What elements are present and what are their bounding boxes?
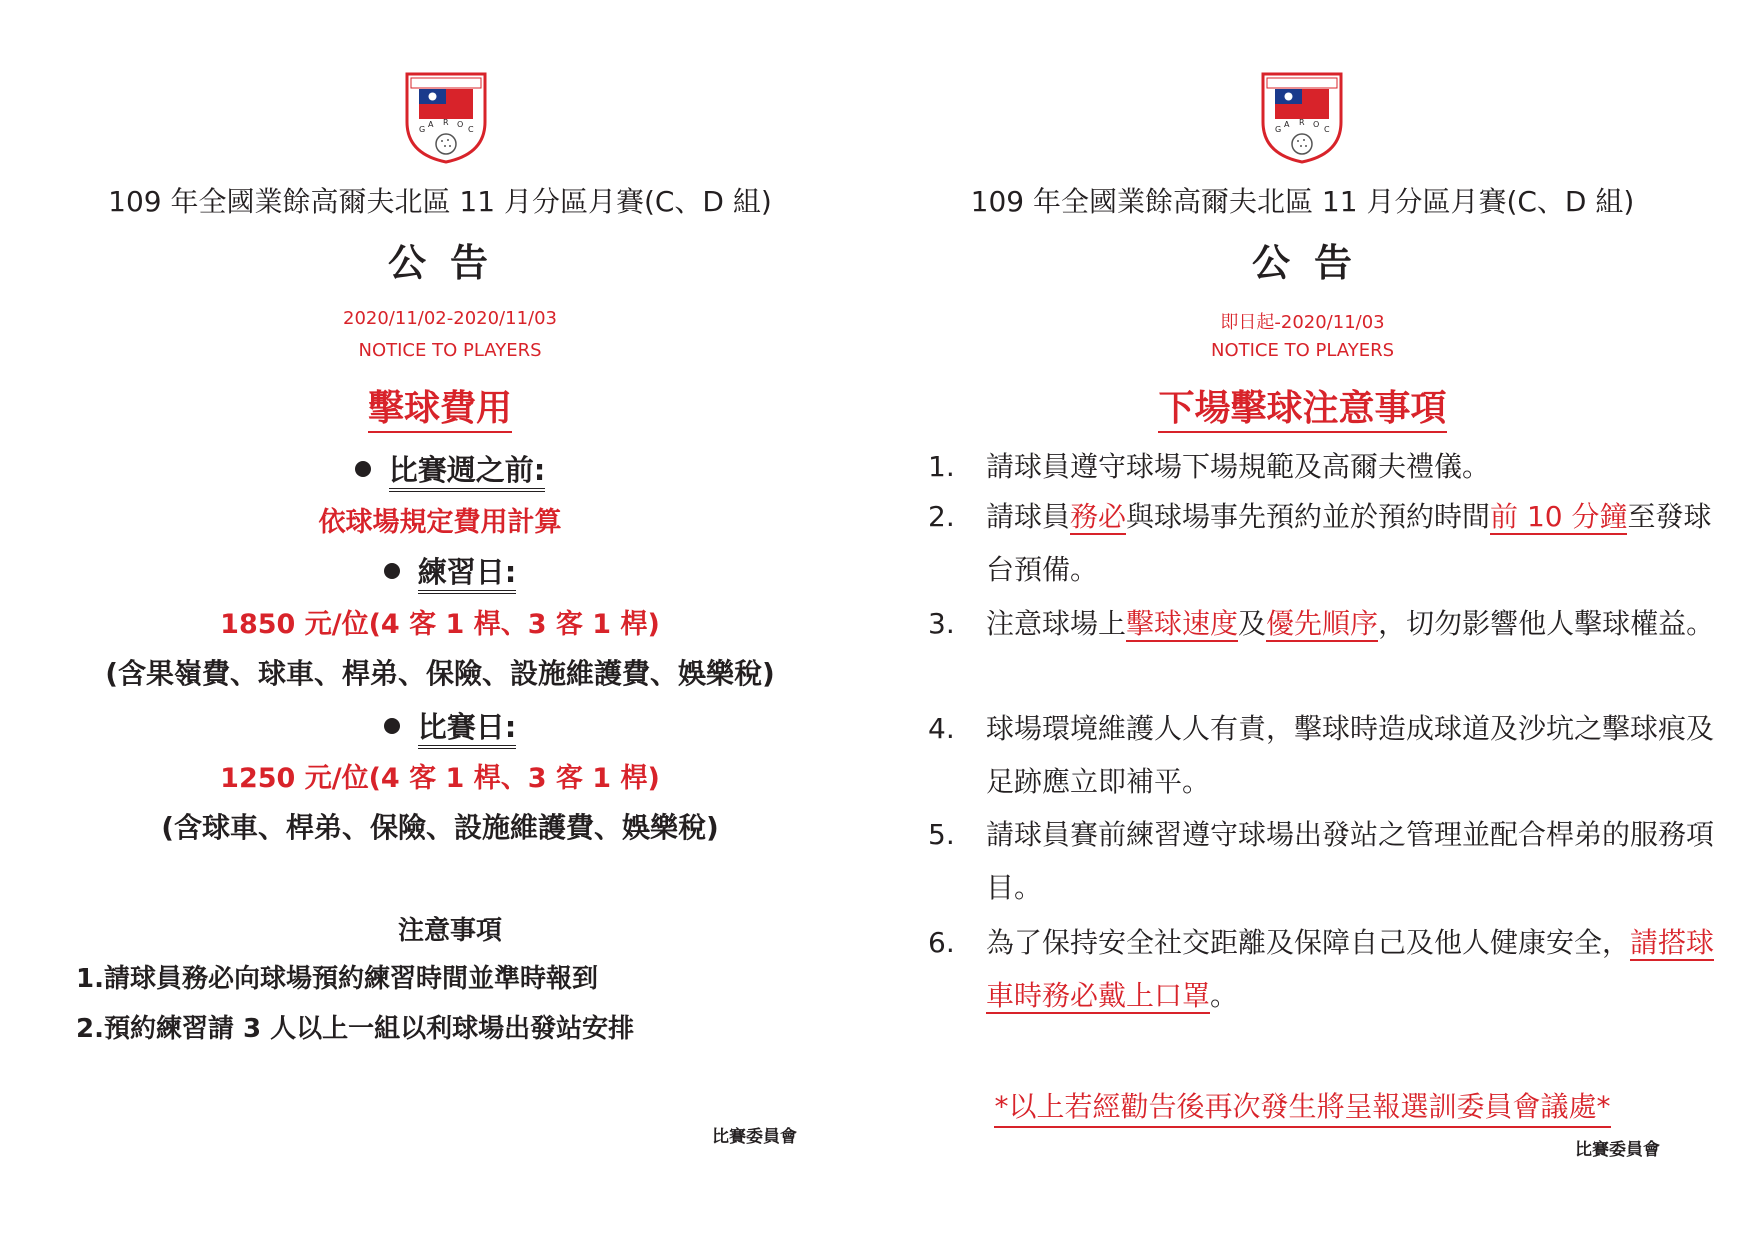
fee-value: 依球場規定費用計算 xyxy=(318,507,562,538)
rule-text-part: 與球場事先預約並於預約時間 xyxy=(1126,500,1491,533)
notice-to-players: NOTICE TO PLAYERS xyxy=(358,340,542,361)
svg-text:A: A xyxy=(1284,120,1290,129)
right-announcement xyxy=(880,0,1755,1241)
section-heading-wrap xyxy=(880,380,1725,431)
rule-text xyxy=(986,490,1726,596)
rule-text xyxy=(986,808,1726,914)
rule-number: 3. xyxy=(928,607,955,640)
notice-heading: 公告 xyxy=(387,241,512,285)
signature: 比賽委員會 xyxy=(712,1127,797,1147)
bullet-label: 比賽週之前: xyxy=(389,453,546,492)
bullet-icon xyxy=(355,461,371,477)
rule-number: 1. xyxy=(928,450,955,483)
warning-wrap xyxy=(880,1085,1725,1125)
warning-text: *以上若經勸告後再次發生將呈報選訓委員會議處* xyxy=(994,1090,1610,1128)
rule-number: 2. xyxy=(928,500,955,533)
rule-text-part: 為了保持安全社交距離及保障自己及他人健康安全， xyxy=(986,926,1631,959)
rule-text-part: 至發球台預備。 xyxy=(986,500,1712,586)
svg-text:O: O xyxy=(1313,120,1320,129)
page-title: 109 年全國業餘高爾夫北區 11 月分區月賽(C、D 組) xyxy=(108,185,772,218)
rule-text-part: 。 xyxy=(1210,979,1239,1012)
fee-inclusions: (含球車、桿弟、保險、設施維護費、娛樂稅) xyxy=(161,811,719,844)
svg-text:G: G xyxy=(1275,125,1282,134)
highlighted-text: 前 10 分鐘 xyxy=(1490,500,1628,533)
garoc-emblem-icon xyxy=(1261,72,1343,164)
rule-text-part: 及 xyxy=(1238,607,1267,640)
rule-number: 6. xyxy=(928,926,955,959)
bullet-match-day xyxy=(0,705,900,746)
rule-text xyxy=(986,916,1726,1022)
page-title: 109 年全國業餘高爾夫北區 11 月分區月賽(C、D 組) xyxy=(970,185,1635,218)
highlighted-text: 優先順序 xyxy=(1266,607,1379,640)
rule-text xyxy=(986,597,1726,650)
notice-heading: 公告 xyxy=(1251,241,1376,285)
highlighted-text: 務必 xyxy=(1070,500,1127,533)
svg-text:C: C xyxy=(1324,125,1330,134)
fee-value: 1250 元/位(4 客 1 桿、3 客 1 桿) xyxy=(220,763,660,794)
svg-text:R: R xyxy=(1299,118,1305,127)
association-logo xyxy=(405,72,487,164)
bullet-label: 比賽日: xyxy=(418,710,517,749)
rule-text xyxy=(986,440,1726,493)
rule-text-part: 球場環境維護人人有責，擊球時造成球道及沙坑之擊球痕及足跡應立即補平。 xyxy=(986,712,1715,798)
bullet-icon xyxy=(384,563,400,579)
bullet-label: 練習日: xyxy=(418,555,517,594)
section-heading: 擊球費用 xyxy=(368,388,512,433)
notice-to-players: NOTICE TO PLAYERS xyxy=(1211,340,1394,361)
rule-text-part: ，切勿影響他人擊球權益。 xyxy=(1378,607,1715,640)
rule-number: 5. xyxy=(928,818,955,851)
fee-inclusions: (含果嶺費、球車、桿弟、保險、設施維護費、娛樂稅) xyxy=(105,657,775,690)
bullet-practice-day xyxy=(0,550,900,591)
section-heading-wrap xyxy=(0,380,880,431)
svg-text:C: C xyxy=(468,125,474,134)
svg-text:A: A xyxy=(428,120,434,129)
rule-text xyxy=(986,702,1726,808)
highlighted-text: 請搭球車時務必戴上口罩 xyxy=(986,926,1715,1012)
rule-text-part: 請球員遵守球場下場規範及高爾夫禮儀。 xyxy=(986,450,1491,483)
date-range: 2020/11/02-2020/11/03 xyxy=(343,308,557,329)
svg-text:G: G xyxy=(419,125,426,134)
rule-text-part: 注意球場上 xyxy=(986,607,1127,640)
association-logo xyxy=(1261,72,1343,164)
svg-text:O: O xyxy=(457,120,464,129)
signature: 比賽委員會 xyxy=(1575,1140,1660,1160)
fee-value: 1850 元/位(4 客 1 桿、3 客 1 桿) xyxy=(220,609,660,640)
garoc-emblem-icon xyxy=(405,72,487,164)
rule-number: 4. xyxy=(928,712,955,745)
rule-text-part: 請球員賽前練習遵守球場出發站之管理並配合桿弟的服務項目。 xyxy=(986,818,1715,904)
section-heading: 下場擊球注意事項 xyxy=(1158,388,1446,433)
bullet-icon xyxy=(384,718,400,734)
rule-text-part: 請球員 xyxy=(986,500,1071,533)
notes-title: 注意事項 xyxy=(397,916,502,946)
bullet-before-week xyxy=(0,448,900,489)
highlighted-text: 擊球速度 xyxy=(1126,607,1239,640)
note-item: 1.請球員務必向球場預約練習時間並準時報到 xyxy=(76,964,598,994)
date-range: 即日起-2020/11/03 xyxy=(1220,312,1385,333)
note-item: 2.預約練習請 3 人以上一組以利球場出發站安排 xyxy=(76,1014,635,1044)
svg-text:R: R xyxy=(443,118,449,127)
